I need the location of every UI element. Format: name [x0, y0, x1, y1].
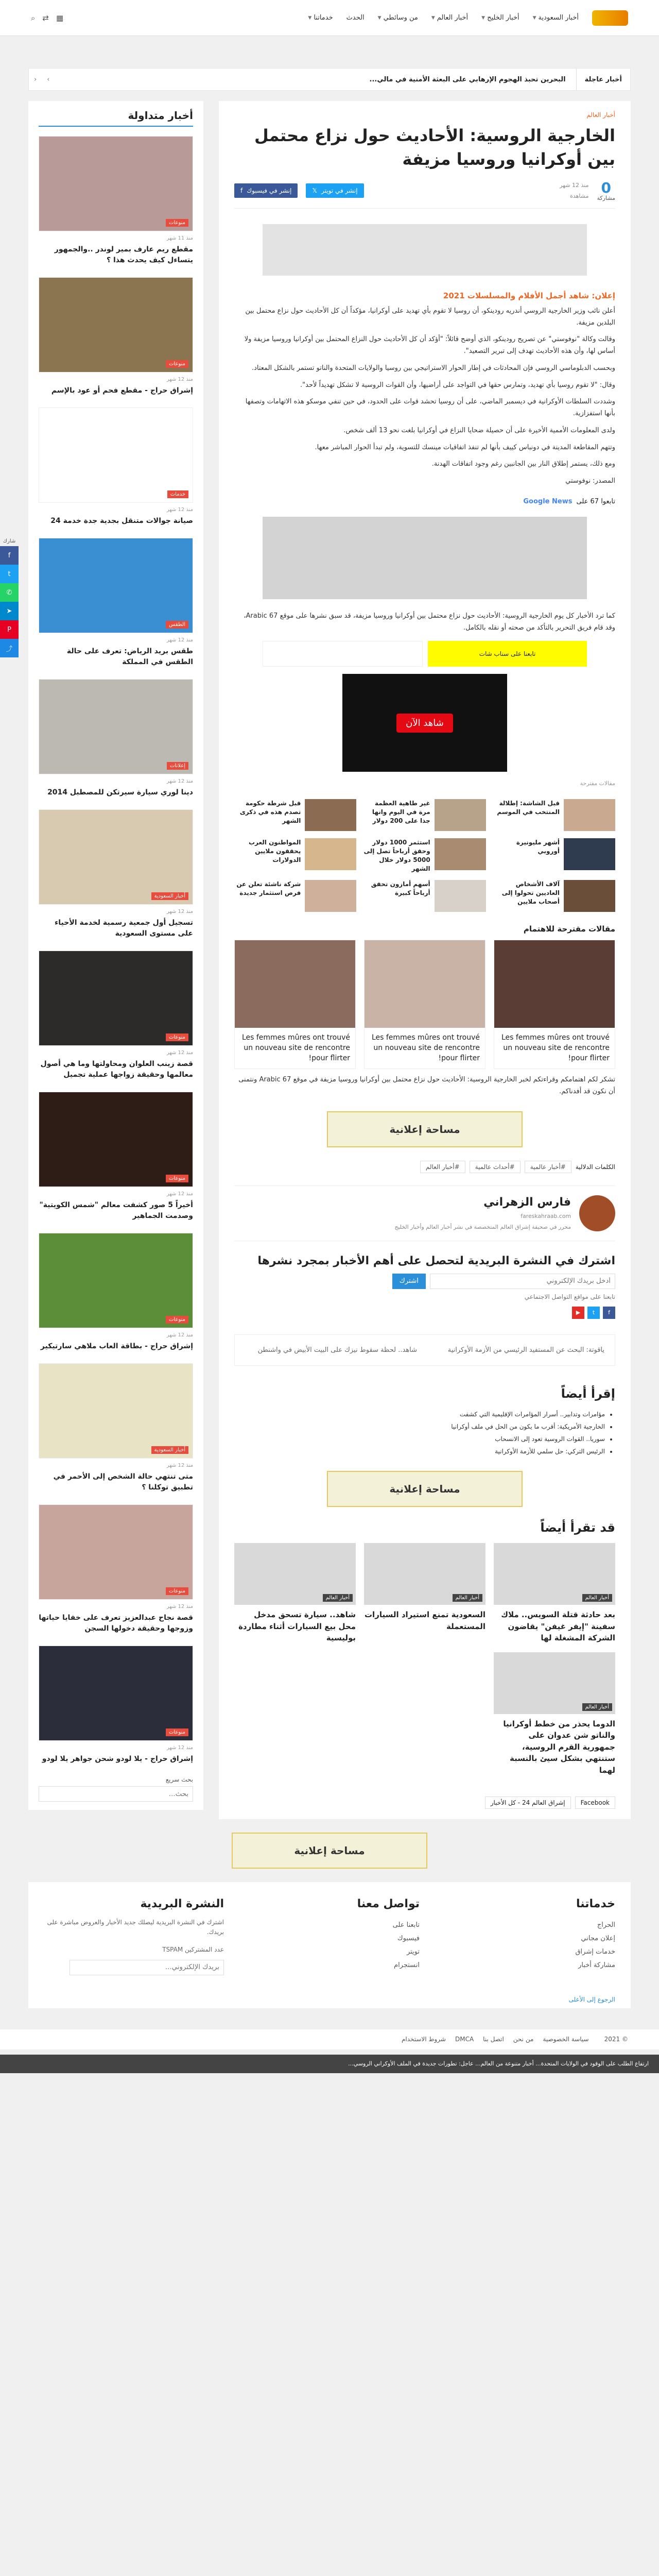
category-bar — [234, 1797, 615, 1809]
rec-thumb — [564, 880, 615, 912]
chevron-right-icon[interactable]: › — [47, 75, 50, 83]
nav-label: خدماتنا — [314, 14, 333, 22]
post-title: صيانة جوالات متنقل بجدية جدة خدمة 24 — [50, 517, 193, 525]
maybe-thumb — [364, 1543, 485, 1605]
share-count — [597, 181, 615, 201]
ad-slot-top[interactable] — [263, 224, 587, 276]
facebook-icon[interactable]: f — [603, 1307, 615, 1319]
rec-thumb — [305, 838, 356, 870]
post-title: قصة زينب العلوان ومحاولتها وما هي أصول معالمها وحقيقة زواجها عملية تجميل — [40, 1060, 193, 1079]
paragraph: ومع ذلك، يستمر إطلاق النار بين الجانبين رغم وجود اتفاقات الهدنة. — [431, 460, 615, 468]
footer-services — [435, 1897, 615, 1975]
sidebar-post[interactable] — [39, 1646, 193, 1765]
category-badge: أخبار السعودية — [151, 1446, 188, 1454]
post-title: إشراق حراج - يلا لودو شحن جواهر يلا لودو — [42, 1755, 193, 1763]
source-note: تشكر لكم اهتمامكم وقراءتكم لخبر الخارجية الروسية: الأحاديث حول نزاع محتمل بين أوكرانيا وروسيا مزيفة في موقع 67 Arabic ونتمنى أن نكون قد أفدناكم. — [238, 1076, 615, 1095]
chevron-down-icon: ▼ — [532, 15, 536, 21]
nav-label: أخبار السعودية — [538, 14, 579, 22]
rec-title: المواطنون العرب يحققون ملايين الدولارات — [248, 839, 301, 863]
rec-thumb — [564, 838, 615, 870]
post-date: منذ 12 شهر — [166, 909, 193, 914]
category-link[interactable]: إشراق العالم 24 - كل الأخبار — [485, 1797, 571, 1809]
rec-item[interactable] — [493, 838, 615, 873]
side-search-label: بحث سريع — [165, 1776, 193, 1783]
footer-policy-link[interactable]: سياسة الخصوصية — [543, 2036, 589, 2043]
footer-link[interactable]: مشاركة أخبار — [578, 1961, 615, 1970]
ad-banner-2[interactable]: مساحة إعلانية — [327, 1471, 523, 1507]
paragraph: وتتهم المقاطعة المدينة في دونباس كييف بأنها لم تنفذ اتفاقيات مينسك للتسوية، ولم تبدأ الحوار المباشر معها. — [315, 443, 615, 451]
sidebar-post[interactable] — [39, 1092, 193, 1222]
post-navigation — [234, 1334, 615, 1366]
sidebar-title: أخبار متداولة — [39, 109, 193, 127]
rec-thumb — [305, 880, 356, 912]
maybe-item[interactable] — [494, 1543, 615, 1644]
suggested-card[interactable] — [494, 940, 615, 1069]
category-badge: أخبار العالم — [323, 1594, 353, 1602]
nav-item-saudi[interactable] — [533, 14, 579, 22]
random-icon[interactable]: ⇄ — [42, 13, 49, 23]
nav-item-media[interactable] — [378, 14, 418, 22]
nav-label: من وسائطي — [383, 14, 418, 22]
footer-social — [239, 1897, 420, 1975]
twitter-icon: 𝕏 — [312, 187, 318, 195]
article-date: منذ 12 شهر — [560, 182, 589, 189]
share-facebook-button[interactable] — [234, 183, 298, 198]
post-title: تسجيل أول جمعية رسمية لخدمة الأحياء على مستوى السعودية — [55, 919, 193, 938]
subscribe-box — [234, 1255, 615, 1319]
post-thumb — [39, 538, 193, 633]
read-also-link[interactable]: • الخارجية الأمريكية: أقرب ما يكون من الحل في ملف أوكرانيا — [234, 1420, 605, 1433]
footer-link: تابعنا على — [392, 1921, 420, 1929]
footer-link[interactable]: انستجرام — [394, 1961, 420, 1970]
rec-item[interactable] — [363, 838, 485, 873]
footer-policy-link[interactable]: DMCA — [455, 2036, 474, 2043]
author-box — [234, 1185, 615, 1241]
card-image — [365, 940, 485, 1028]
category-badge: الطقس — [166, 621, 188, 629]
avatar[interactable] — [579, 1195, 615, 1231]
post-thumb — [39, 809, 193, 905]
share-icon[interactable]: ⤴ — [0, 639, 19, 657]
post-date: منذ 12 شهر — [166, 1332, 193, 1338]
ad-banner[interactable]: مساحة إعلانية — [327, 1111, 523, 1147]
footer-heading: النشرة البريدية — [140, 1897, 224, 1911]
social-icons — [234, 1307, 615, 1319]
tags-label: الكلمات الدلالية — [575, 1163, 615, 1171]
google-news-logo: Google News — [523, 497, 573, 505]
rec-thumb — [564, 799, 615, 831]
article-title: الخارجية الروسية: الأحاديث حول نزاع محتمل بين أوكرانيا وروسيا مزيفة — [254, 126, 615, 170]
maybe-thumb — [234, 1543, 356, 1605]
post-date: منذ 12 شهر — [166, 1604, 193, 1609]
snap-label: تابعنا على سناب شات — [479, 650, 536, 658]
footer-link[interactable]: الحراج — [597, 1921, 615, 1929]
share-bar-label: شارك — [3, 538, 16, 544]
suggested-cards — [234, 940, 615, 1069]
post-title: أخيراً 5 صور كشفت معالم "شمس الكويتية" وصدمت الجماهير — [39, 1201, 193, 1220]
paragraph: المصدر: نوفوستي — [565, 477, 615, 485]
chevron-down-icon: ▼ — [308, 15, 312, 21]
sidebar-post[interactable] — [39, 809, 193, 939]
nav-item-gulf[interactable] — [481, 14, 519, 22]
maybe-item-title: الدوما يحذر من خطط أوكرانيا والناتو شن عدوان على جمهورية القرم الروسية، ستنتهي بشكل سيئ بالنسبة لهما — [503, 1719, 615, 1775]
rec-item[interactable] — [234, 838, 356, 873]
category-badge: أخبار العالم — [582, 1703, 612, 1711]
footer-link[interactable]: تويتر — [406, 1948, 420, 1956]
footer — [28, 1882, 631, 1991]
sidebar-post[interactable] — [39, 538, 193, 668]
footer-policy-link[interactable]: من نحن — [513, 2036, 534, 2043]
newsletter-counter: عدد المشتركين TSPAM — [162, 1945, 224, 1953]
card-title: Les femmes mûres ont trouvé un nouveau site de rencontre pour flirter! — [501, 1033, 610, 1062]
pinterest-icon[interactable]: P — [0, 620, 19, 639]
read-also-link[interactable]: • مؤامرات وتدابير.. أسرار المؤامرات الإقليمية التي كشفت — [234, 1408, 605, 1420]
back-to-top[interactable]: الرجوع إلى الأعلى — [28, 1991, 631, 2008]
post-date: منذ 12 شهر — [166, 1463, 193, 1468]
maybe-thumb — [494, 1543, 615, 1605]
footer-newsletter — [44, 1897, 224, 1975]
category-badge: إعلانات — [167, 762, 188, 770]
category-link[interactable]: Facebook — [575, 1797, 615, 1809]
facebook-icon[interactable]: f — [0, 546, 19, 565]
sidebar — [28, 101, 203, 1819]
twitter-icon[interactable]: t — [0, 565, 19, 583]
post-thumb — [39, 951, 193, 1046]
site-logo[interactable] — [592, 10, 628, 26]
rec-thumb — [435, 799, 486, 831]
top-bar — [0, 0, 659, 36]
main-nav — [77, 14, 579, 22]
rec-item[interactable] — [493, 799, 615, 831]
article-views: مشاهدة — [570, 193, 589, 200]
meta-info — [372, 182, 589, 199]
search-icon[interactable]: ⌕ — [31, 13, 36, 23]
watch-button[interactable]: شاهد الآن — [396, 714, 453, 733]
sidebar-post[interactable] — [39, 951, 193, 1080]
footer-link[interactable]: إعلان مجاني — [581, 1935, 615, 1943]
rec-title: قبل الشاشة: إطلالة المنتخب في الموسم — [497, 800, 560, 816]
post-date: منذ 12 شهر — [166, 637, 193, 643]
card-title: Les femmes mûres ont trouvé un nouveau site de rencontre pour flirter! — [371, 1033, 480, 1062]
paragraph: وقال: "لا تقوم روسيا بأي تهديد، وتمارس حقها في التواجد على أراضيها، وأن القوات الروسية لا تشكل تهديداً لأحد". — [300, 381, 615, 389]
social-follow-strip — [263, 641, 587, 667]
rec-title: استثمر 1000 دولار وحقق أرباحاً تصل إلى 5000 دولار خلال الشهر — [363, 839, 430, 872]
sidebar-post[interactable] — [39, 1363, 193, 1493]
sponsored-link[interactable]: إعلان: شاهد أجمل الأفلام والمسلسلات 2021 — [443, 291, 615, 300]
copyright-bar — [0, 2029, 659, 2049]
rec-item[interactable] — [234, 880, 356, 912]
rec-title: قبل شرطة حكومة تصدم هذه في ذكرى الشهر — [239, 800, 301, 824]
read-also-link[interactable]: • الرئيس التركي: حل سلمي للأزمة الأوكرانية — [234, 1445, 605, 1458]
subscribe-email-input[interactable] — [430, 1274, 615, 1289]
article-body — [234, 306, 615, 487]
footer-policy-link[interactable]: شروط الاستخدام — [401, 2036, 446, 2043]
footer-policy-link[interactable]: اتصل بنا — [483, 2036, 504, 2043]
snapchat-follow[interactable] — [428, 641, 587, 667]
post-title: إشراق حراج - مقطع فحم أو عود بالإسم — [51, 386, 193, 395]
blank-follow — [263, 641, 423, 667]
nav-item-event[interactable] — [346, 14, 365, 22]
suggested-card[interactable] — [364, 940, 485, 1069]
article-meta — [234, 181, 615, 209]
post-title: دينا لوري سيارة سيرتكن للمصطبل 2014 — [47, 788, 193, 796]
chevron-left-icon[interactable]: ‹ — [34, 75, 37, 83]
suggested-title: مقالات مقترحة للاهتمام — [523, 924, 615, 934]
breadcrumb[interactable]: أخبار العالم — [586, 111, 615, 118]
trending-box — [28, 101, 203, 1810]
card-image — [494, 940, 615, 1028]
post-title: قصة نجاح عبدالعزيز تعرف على خفايا حياتها وزوجها وحقيقة دخولها السجن — [39, 1614, 193, 1633]
paragraph: وقالت وكالة "نوفوستي" عن تصريح رودينكو، الذي أوضح قائلاً: "أؤكد أن كل الأحاديث حول النزاع المحتمل بين أوكرانيا وروسيا مزيفة ولا أساس لها، وأن هذه الأحاديث تهدف إلى تبرير التصعيد". — [244, 335, 615, 355]
telegram-icon[interactable]: ➤ — [0, 602, 19, 620]
breaking-news-bar — [28, 68, 631, 91]
maybe-item-title: شاهد.. سيارة تسحق مدخل محل بيع السيارات أثناء مطاردة بوليسية — [238, 1610, 356, 1643]
youtube-icon[interactable]: ▶ — [572, 1307, 584, 1319]
breaking-label: أخبار عاجلة — [576, 69, 630, 90]
category-badge: خدمات — [167, 490, 188, 498]
author-name[interactable]: فارس الزهراني — [483, 1196, 571, 1209]
post-thumb — [39, 277, 193, 372]
maybe-item-title: بعد حادثة قتلة السويس.. ملاك سفينة "إيفر غيفن" يقاضون الشركة المشغلة لها — [501, 1610, 615, 1643]
post-thumb — [39, 1092, 193, 1187]
ad-slot-mid[interactable] — [263, 517, 587, 599]
maybe-thumb — [494, 1652, 615, 1714]
post-title: متى تنتهي حالة الشخص إلى الأحمر في تطبيق توكلنا ؟ — [53, 1472, 193, 1492]
post-title: طقس بريد الرياض: تعرف على حالة الطقس في المملكة — [66, 647, 193, 666]
rec-thumb — [435, 838, 486, 870]
post-date: منذ 12 شهر — [166, 1191, 193, 1197]
card-title: Les femmes mûres ont trouvé un nouveau site de rencontre pour flirter! — [241, 1033, 350, 1062]
chevron-down-icon: ▼ — [431, 15, 435, 21]
paragraph: ولدى المعلومات الأممية الأخيرة على أن حصيلة ضحايا النزاع في أوكرانيا بلغت نحو 13 ألف شخص. — [343, 426, 615, 434]
rec-title: آلاف الأشخاص العاديين تحولوا إلى أصحاب ملايين — [501, 880, 560, 906]
post-thumb — [39, 1363, 193, 1459]
recommended-grid — [234, 799, 615, 912]
share-twitter-button[interactable] — [306, 183, 363, 198]
category-badge: أخبار العالم — [582, 1594, 612, 1602]
tag[interactable]: #أحداث عالمية — [470, 1161, 521, 1173]
post-thumb — [39, 1233, 193, 1328]
rec-title: غير طاهية العظمة مرة في اليوم وانها جذا على 200 دولار — [372, 800, 430, 824]
footer-link[interactable]: خدمات إشراق — [575, 1948, 615, 1956]
tag[interactable]: #أخبار العالم — [420, 1161, 465, 1173]
rec-title: أسهم أمازون تحقق أرباحاً كبيرة — [371, 880, 430, 897]
post-title: مقطع ريم عارف بمير لوندر ..والجمهور يتساءل كيف يحدث هذا ؟ — [54, 245, 193, 264]
facebook-label: إنشر في فيسبوك — [247, 187, 292, 195]
maybe-item[interactable] — [494, 1652, 615, 1776]
category-badge: منوعات — [166, 1175, 188, 1182]
bottom-ticker[interactable]: ارتفاع الطلب على الوقود في الولايات المتحدة... أخبار متنوعة من العالم... عاجل: تطورات جديدة في الملف الأوكراني الروسي... — [0, 2055, 659, 2073]
chevron-down-icon: ▼ — [377, 15, 381, 21]
post-thumb — [39, 1646, 193, 1741]
tag[interactable]: #أخبار عالمية — [525, 1161, 571, 1173]
rec-thumb — [435, 880, 486, 912]
footer-link[interactable]: فيسبوك — [397, 1935, 420, 1943]
sidebar-post[interactable] — [39, 1504, 193, 1634]
whatsapp-icon[interactable]: ✆ — [0, 583, 19, 602]
rec-item[interactable] — [234, 799, 356, 831]
rec-item[interactable] — [363, 799, 485, 831]
newsletter-text: اشترك في النشرة البريدية ليصلك جديد الأخبار والعروض مباشرة على بريدك. — [47, 1919, 224, 1936]
category-badge: منوعات — [166, 1587, 188, 1595]
post-date: منذ 12 شهر — [166, 1745, 193, 1751]
footer-heading: خدماتنا — [576, 1897, 615, 1911]
share-count-value: 0 — [601, 179, 611, 196]
google-news-text: تابعوا 67 على — [576, 497, 615, 505]
nav-label: الحدث — [346, 14, 365, 22]
sidebar-post[interactable] — [39, 1233, 193, 1352]
maybe-item-title: السعودية تمنع استيراد السيارات المستعملة — [364, 1610, 485, 1631]
nav-label: أخبار الخليج — [487, 14, 519, 22]
twitter-label: إنشر في تويتر — [321, 187, 358, 195]
post-title: إشراق حراج - بطاقة العاب ملاهي سارتيكير — [40, 1342, 193, 1350]
nav-label: أخبار العالم — [437, 14, 469, 22]
category-badge: منوعات — [166, 360, 188, 368]
post-thumb — [39, 408, 193, 503]
sponsored-label: مقالات مقترحة — [580, 780, 615, 787]
paragraph-after: كما ترد الأخبار كل يوم الخارجية الروسية: الأحاديث حول نزاع محتمل بين أوكرانيا وروسيا مزيفة، قد سبق نشرها على موقع 67 Arabic، وقد قام فريق التحرير بالتأكد من صحته أو نقله بالكامل. — [244, 612, 615, 632]
facebook-icon: f — [240, 187, 243, 195]
category-badge: منوعات — [166, 219, 188, 227]
read-also-link[interactable]: • سوريا.. القوات الروسية تعود إلى الانسحاب — [234, 1433, 605, 1445]
maybe-read — [234, 1520, 615, 1776]
category-badge: منوعات — [166, 1316, 188, 1324]
ad-banner-footer[interactable]: مساحة إعلانية — [232, 1833, 427, 1869]
promo-poster[interactable] — [342, 674, 507, 772]
post-date: منذ 12 شهر — [166, 778, 193, 784]
sidebar-post[interactable] — [39, 408, 193, 527]
floating-share-bar — [0, 538, 19, 657]
sidebar-post[interactable] — [39, 136, 193, 266]
subscribe-button[interactable]: اشترك — [392, 1274, 426, 1289]
post-date: منذ 12 شهر — [166, 377, 193, 382]
rec-item[interactable] — [363, 880, 485, 912]
card-image — [235, 940, 355, 1028]
category-badge: منوعات — [166, 1728, 188, 1736]
twitter-icon[interactable]: t — [587, 1307, 600, 1319]
post-date: منذ 12 شهر — [166, 507, 193, 513]
paragraph: وبحسب الدبلوماسي الروسي فإن المحادثات في إطار الحوار الاستراتيجي بين روسيا والولايات المتحدة والناتو تستمر بالشكل المعتاد. — [251, 364, 615, 372]
paragraph: أعلن نائب وزير الخارجية الروسي أندريه رودينكو، أن روسيا لا تقوم بأي تهديد على أوكرانيا، مؤكداً أن كل الأحاديث حول نزاع محتمل بين البلدين مزيفة. — [245, 307, 615, 327]
sidebar-post[interactable] — [39, 277, 193, 396]
paragraph: وشددت السلطات الأوكرانية في ديسمبر الماضي، على أن روسيا تحشد قوات على الحدود، في حين تنفي موسكو هذه الاتهامات وتصفها بأنها استفزازية. — [245, 398, 615, 418]
google-news-follow[interactable] — [234, 498, 615, 505]
category-badge: أخبار العالم — [453, 1594, 482, 1602]
subscribe-title: اشترك في النشرة البريدية لتحصل على أهم الأخبار بمجرد نشرها — [257, 1254, 615, 1267]
maybe-title: قد تقرأ أيضاً — [540, 1520, 615, 1535]
category-badge: منوعات — [166, 1033, 188, 1041]
post-date: منذ 12 شهر — [166, 1050, 193, 1056]
share-count-label: مشاركة — [597, 194, 615, 201]
top-icons — [31, 13, 63, 23]
nav-item-world[interactable] — [431, 14, 468, 22]
read-also-title: إقرأ أيضاً — [561, 1386, 615, 1401]
read-also — [234, 1386, 615, 1458]
post-thumb — [39, 136, 193, 231]
rec-title: شركة ناشئة تعلن عن فرص استثمار جديدة — [236, 880, 301, 897]
nav-item-services[interactable] — [308, 14, 333, 22]
chevron-down-icon: ▼ — [481, 15, 485, 21]
next-post[interactable]: شاهد.. لحظة سقوط نيزك على البيت الأبيض في واشنطن — [257, 1346, 417, 1354]
breaking-text[interactable]: البحرين تحبذ الهجوم الإرهابي على البعثة الأمنية في مالي... — [369, 75, 566, 83]
author-site[interactable]: fareskahraab.com — [521, 1213, 571, 1220]
post-thumb — [39, 1504, 193, 1600]
rec-thumb — [305, 799, 356, 831]
post-date: منذ 11 شهر — [166, 235, 193, 241]
maybe-item[interactable] — [234, 1543, 356, 1644]
newsletter-email-input[interactable] — [70, 1960, 224, 1975]
suggested-card[interactable] — [234, 940, 356, 1069]
rec-title: أشهر مليونيرة أوروبي — [516, 839, 560, 855]
grid-icon[interactable]: ▦ — [56, 13, 64, 23]
maybe-item[interactable] — [364, 1543, 485, 1644]
rec-item[interactable] — [493, 880, 615, 912]
author-bio: محرر في صحيفة إشراق العالم المتخصصة في نشر أخبار العالم وأخبار الخليج — [394, 1224, 571, 1231]
article-main — [219, 101, 631, 1819]
footer-heading: تواصل معنا — [357, 1897, 420, 1911]
tags-row — [234, 1161, 615, 1173]
sidebar-post[interactable] — [39, 679, 193, 798]
prev-post[interactable]: ياقوتة: البحث عن المستفيد الرئيسي من الأزمة الأوكرانية — [447, 1346, 604, 1354]
category-badge: أخبار السعودية — [151, 892, 188, 900]
side-search-input[interactable] — [39, 1786, 193, 1802]
follow-text: تابعنا على مواقع التواصل الاجتماعي — [524, 1293, 615, 1300]
copyright-text: © 2021 — [604, 2036, 628, 2043]
post-thumb — [39, 679, 193, 774]
